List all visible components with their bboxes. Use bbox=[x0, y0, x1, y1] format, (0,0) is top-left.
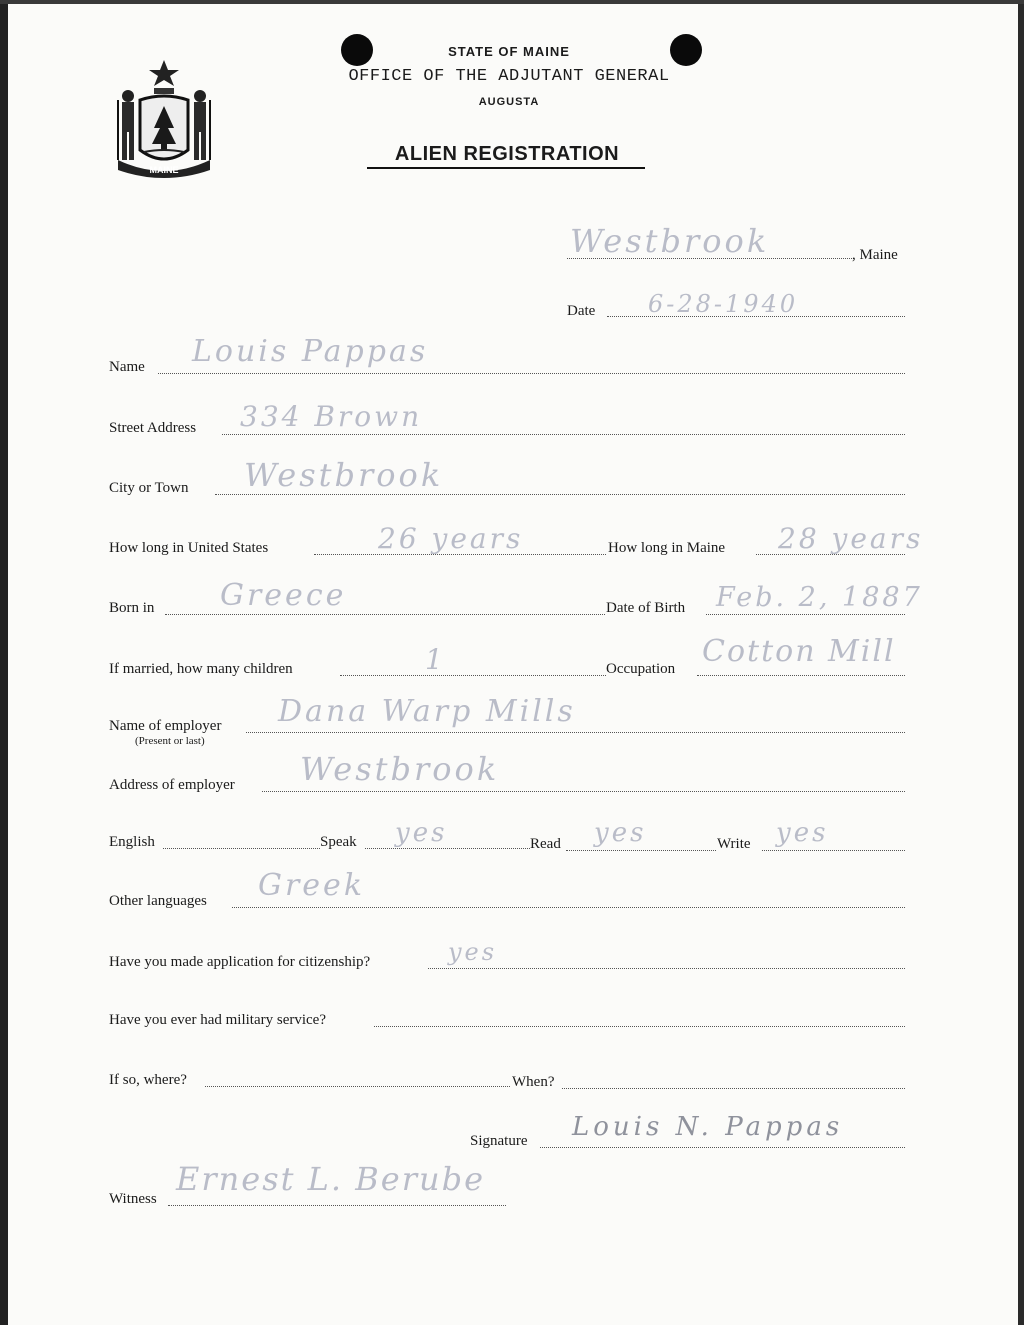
speak-value[interactable]: yes bbox=[395, 818, 448, 848]
scan-border-right bbox=[1018, 0, 1024, 1325]
street-label: Street Address bbox=[109, 420, 197, 436]
witness-label: Witness bbox=[109, 1191, 157, 1207]
citizenship-value[interactable]: yes bbox=[448, 938, 498, 966]
citizenship-line bbox=[428, 968, 905, 969]
read-value[interactable]: yes bbox=[594, 818, 647, 848]
born-line bbox=[165, 614, 605, 615]
name-value[interactable]: Louis Pappas bbox=[192, 334, 429, 369]
employer-address-line bbox=[262, 791, 905, 792]
when-label: When? bbox=[512, 1074, 555, 1090]
form-title: ALIEN REGISTRATION bbox=[394, 143, 620, 165]
city-heading: AUGUSTA bbox=[478, 96, 540, 108]
us-time-label: How long in United States bbox=[109, 540, 269, 556]
occupation-label: Occupation bbox=[606, 661, 676, 677]
other-languages-label: Other languages bbox=[109, 893, 207, 909]
dob-line bbox=[706, 614, 905, 615]
children-value[interactable]: 1 bbox=[425, 643, 446, 676]
signature-label: Signature bbox=[470, 1133, 528, 1149]
title-underline bbox=[367, 167, 645, 169]
children-line bbox=[340, 675, 606, 676]
street-value[interactable]: 334 Brown bbox=[240, 400, 423, 433]
where-line bbox=[205, 1086, 510, 1087]
town-value[interactable]: Westbrook bbox=[570, 222, 770, 260]
other-languages-line bbox=[232, 907, 905, 908]
us-time-value[interactable]: 26 years bbox=[378, 522, 524, 555]
seal-banner-text: MAINE bbox=[149, 165, 179, 175]
other-languages-value[interactable]: Greek bbox=[258, 868, 365, 903]
city-label: City or Town bbox=[109, 480, 189, 496]
employer-value[interactable]: Dana Warp Mills bbox=[278, 694, 576, 729]
name-line bbox=[158, 373, 905, 374]
write-line bbox=[762, 850, 905, 851]
maine-time-value[interactable]: 28 years bbox=[778, 522, 924, 555]
maine-label: , Maine bbox=[852, 247, 898, 263]
born-label: Born in bbox=[109, 600, 155, 616]
scan-border-left bbox=[0, 0, 8, 1325]
employer-address-value[interactable]: Westbrook bbox=[300, 750, 500, 788]
occupation-value[interactable]: Cotton Mill bbox=[702, 634, 896, 669]
date-label: Date bbox=[567, 303, 596, 319]
scan-border-top bbox=[0, 0, 1024, 4]
occupation-line bbox=[697, 675, 905, 676]
write-label: Write bbox=[717, 836, 751, 852]
street-line bbox=[222, 434, 905, 435]
city-value[interactable]: Westbrook bbox=[244, 456, 444, 494]
witness-line bbox=[168, 1205, 506, 1206]
state-heading: STATE OF MAINE bbox=[448, 44, 570, 59]
office-heading: OFFICE OF THE ADJUTANT GENERAL bbox=[348, 67, 670, 86]
citizenship-label: Have you made application for citizenship? bbox=[109, 954, 371, 970]
witness-value[interactable]: Ernest L. Berube bbox=[176, 1160, 486, 1198]
city-line bbox=[215, 494, 905, 495]
children-label: If married, how many children bbox=[109, 661, 293, 677]
name-label: Name bbox=[109, 359, 145, 375]
maine-time-label: How long in Maine bbox=[608, 540, 726, 556]
employer-sublabel: (Present or last) bbox=[135, 735, 205, 747]
military-line bbox=[374, 1026, 905, 1027]
dob-label: Date of Birth bbox=[606, 600, 686, 616]
english-line bbox=[163, 848, 320, 849]
when-line bbox=[562, 1088, 905, 1089]
read-label: Read bbox=[530, 836, 561, 852]
where-label: If so, where? bbox=[109, 1072, 187, 1088]
date-value[interactable]: 6-28-1940 bbox=[648, 290, 799, 318]
read-line bbox=[566, 850, 716, 851]
speak-line bbox=[365, 848, 530, 849]
write-value[interactable]: yes bbox=[776, 818, 829, 848]
signature-line bbox=[540, 1147, 905, 1148]
signature-value[interactable]: Louis N. Pappas bbox=[572, 1112, 844, 1142]
speak-label: Speak bbox=[320, 834, 357, 850]
dob-value[interactable]: Feb. 2, 1887 bbox=[716, 582, 923, 613]
employer-label: Name of employer bbox=[109, 718, 222, 734]
english-label: English bbox=[109, 834, 155, 850]
employer-address-label: Address of employer bbox=[109, 777, 235, 793]
military-label: Have you ever had military service? bbox=[109, 1012, 326, 1028]
born-value[interactable]: Greece bbox=[220, 578, 347, 613]
employer-line bbox=[246, 732, 905, 733]
